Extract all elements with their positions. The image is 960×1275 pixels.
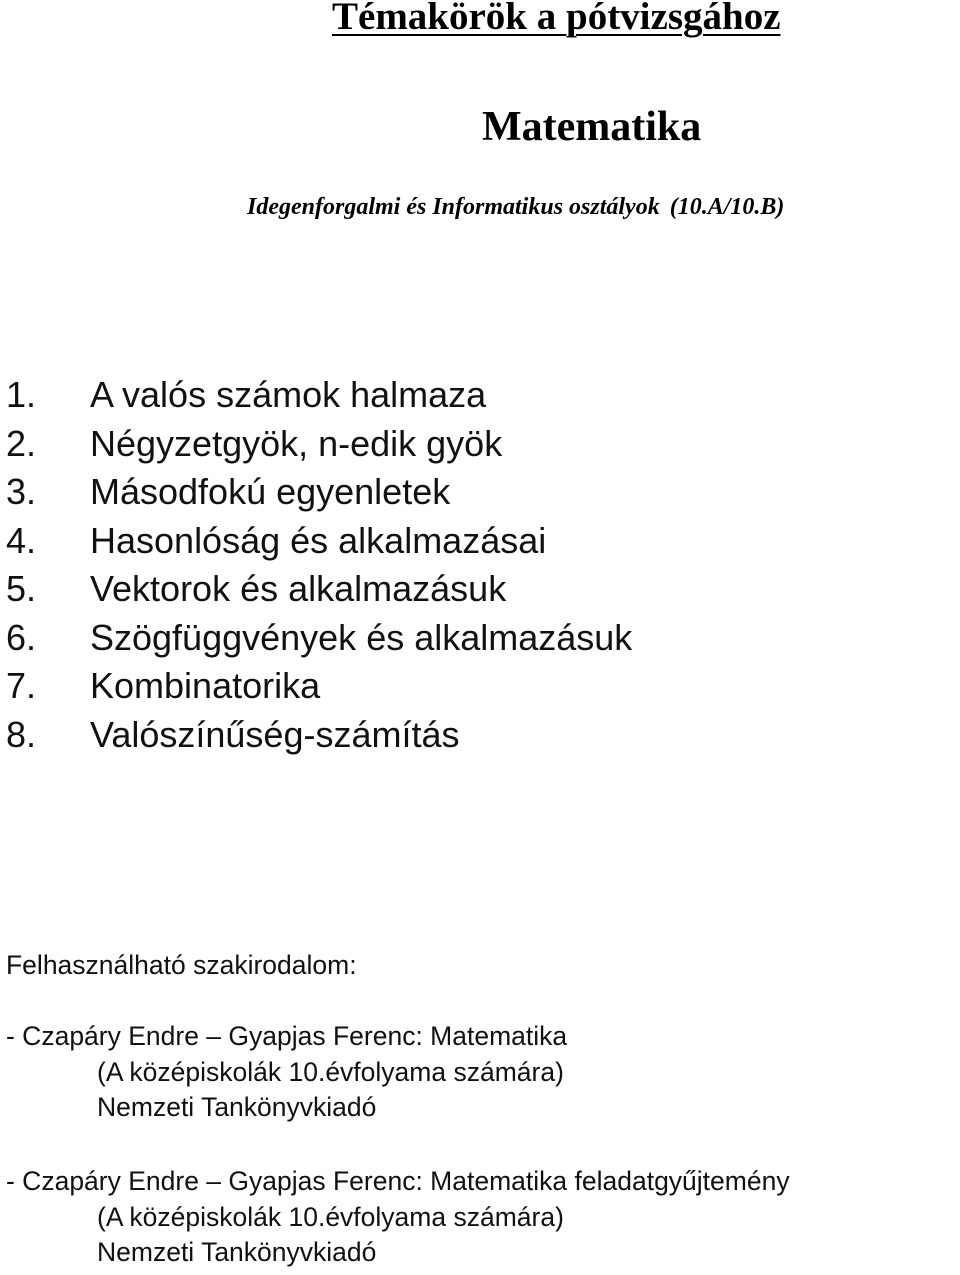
- book-entry: [6, 1164, 790, 1271]
- topic-label: Valószínűség-számítás: [90, 713, 460, 755]
- topic-number: 4.: [6, 519, 37, 561]
- class-names: Idegenforgalmi és Informatikus osztályok: [247, 194, 660, 220]
- topic-label: Szögfüggvények és alkalmazásuk: [90, 616, 633, 658]
- topic-item: [6, 468, 632, 517]
- document-title: Témakörök a pótvizsgához: [332, 0, 781, 38]
- topic-label: Kombinatorika: [90, 665, 321, 706]
- topic-item: [6, 371, 632, 420]
- topic-number: 5.: [6, 568, 37, 609]
- book-author-title: - Czapáry Endre – Gyapjas Ferenc: Matematika: [6, 1021, 568, 1051]
- topic-number: 8.: [6, 713, 37, 755]
- topic-item: [6, 565, 632, 614]
- book-entry: [6, 1019, 567, 1126]
- topic-item: [6, 662, 632, 711]
- class-info: [247, 194, 784, 221]
- topic-item: [6, 517, 632, 566]
- topic-item: [6, 711, 632, 760]
- topic-label: Négyzetgyök, n-edik gyök: [90, 422, 503, 464]
- topic-number: 6.: [6, 616, 37, 658]
- topic-number: 2.: [6, 422, 37, 464]
- literature-heading: Felhasználható szakirodalom:: [6, 950, 357, 980]
- subject-heading: Matematika: [482, 104, 702, 150]
- topic-label: Vektorok és alkalmazásuk: [90, 568, 507, 609]
- book-author-title: - Czapáry Endre – Gyapjas Ferenc: Matematika feladatgyűjtemény: [6, 1166, 790, 1196]
- book-publisher: Nemzeti Tankönyvkiadó: [97, 1237, 377, 1267]
- topic-label: Hasonlóság és alkalmazásai: [90, 519, 547, 561]
- topic-item: [6, 420, 632, 469]
- topic-list: [6, 371, 632, 759]
- topic-item: [6, 614, 632, 663]
- topic-number: 1.: [6, 374, 37, 415]
- book-publisher: Nemzeti Tankönyvkiadó: [97, 1092, 377, 1122]
- topic-label: A valós számok halmaza: [90, 374, 487, 415]
- topic-number: 7.: [6, 665, 37, 706]
- topic-label: Másodfokú egyenletek: [90, 471, 451, 512]
- book-audience: (A középiskolák 10.évfolyama számára): [97, 1056, 564, 1087]
- class-codes: (10.A/10.B): [669, 194, 785, 220]
- topic-number: 3.: [6, 471, 37, 512]
- book-audience: (A középiskolák 10.évfolyama számára): [97, 1201, 564, 1232]
